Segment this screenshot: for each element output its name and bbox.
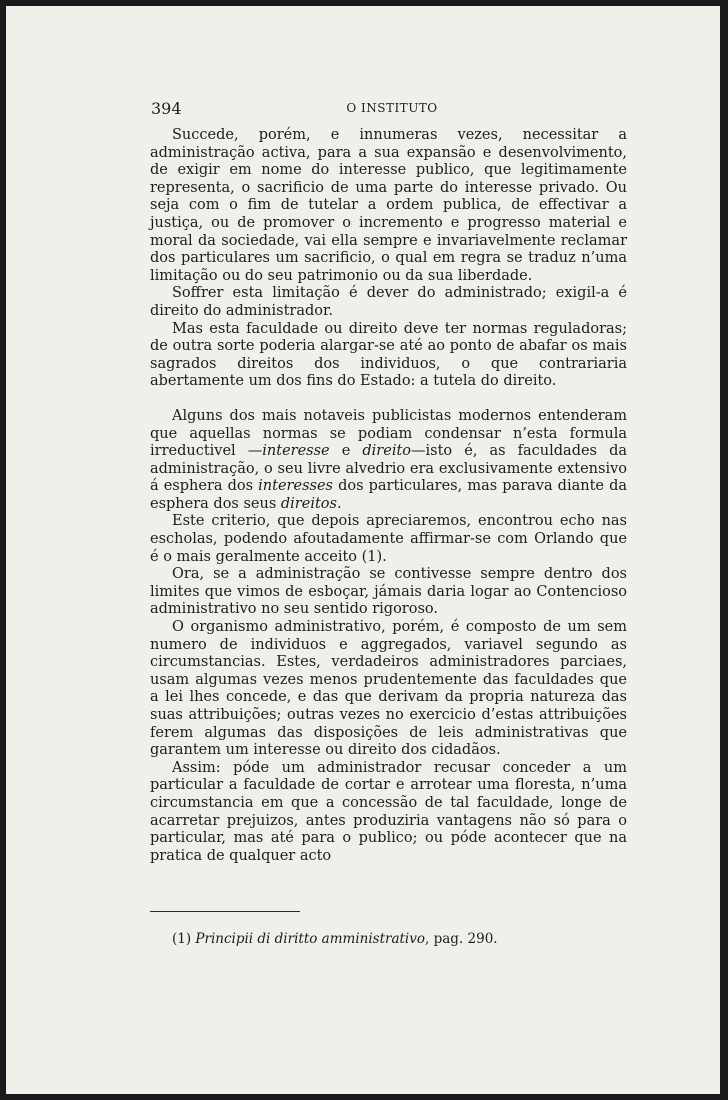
- italic-term: interesses: [258, 478, 333, 495]
- footnote: [172, 931, 627, 947]
- paragraph: Este criterio, que depois apreciaremos, encontrou echo nas escholas, podendo afoutadamente affirmar-se com Orlando que é o mais geralmente acceito (1).: [150, 513, 627, 565]
- paragraph: O organismo administrativo, porém, é composto de um sem numero de individuos e aggregados, variavel segundo as circumstancias. Estes, verdadeiros administradores parciaes, usam algumas vezes menos prudentemente das faculdades que a lei lhes concede, e das que derivam da propria natureza das suas attribuições; outras vezes no exercicio d’estas attribuições ferem algumas das disposições de leis administrativas que garantem um interesse ou direito dos cidadãos.: [150, 619, 627, 759]
- paragraph: Ora, se a administração se contivesse sempre dentro dos limites que vimos de esboçar, jámais daria logar ao Contencioso administrativo no seu sentido rigoroso.: [150, 566, 627, 618]
- footnote-divider: [150, 911, 300, 912]
- paragraph: Soffrer esta limitação é dever do administrado; exigil-a é direito do administrador.: [150, 285, 627, 319]
- text-run: dos particulares, mas parava diante da esphera dos seus: [150, 478, 627, 512]
- footnote-marker: (1): [172, 931, 192, 947]
- body-text: [150, 127, 627, 865]
- paragraph: Mas esta faculdade ou direito deve ter normas reguladoras; de outra sorte poderia alargar-se até ao ponto de abafar os mais sagrados direitos dos individuos, o que contrariaria abertamente um dos fins do Estado: a tutela do direito.: [150, 320, 627, 390]
- italic-term: direitos: [280, 495, 337, 512]
- italic-term: direito: [362, 443, 412, 460]
- footnote-title: Principii di diritto amministrativo: [195, 931, 426, 947]
- text-run: —isto é, as faculdades da administração, o seu livre alvedrio era exclusivamente extensivo á esphera dos: [150, 443, 627, 495]
- running-title: O INSTITUTO: [346, 101, 438, 115]
- paragraph: Succede, porém, e innumeras vezes, necessitar a administração activa, para a sua expansão e desenvolvimento, de exigir em nome do interesse publico, que legitimamente representa, o sacrificio de uma parte do interesse privado. Ou seja com o fim de tutelar a ordem publica, de effectivar a justiça, ou de promover o incremento e progresso material e moral da sociedade, vai ella sempre e invariavelmente reclamar dos particulares um sacrificio, o qual em regra se traduz n’uma limitação ou do seu patrimonio ou da sua liberdade.: [150, 127, 627, 284]
- paragraph: [150, 408, 627, 514]
- page-number: 394: [151, 99, 182, 118]
- paragraph: Assim: póde um administrador recusar conceder a um particular a faculdade de cortar e arrotear uma floresta, n’uma circumstancia em que a concessão de tal faculdade, longe de acarretar prejuizos, antes produziria vantagens não só para o particular, mas até para o publico; ou póde acontecer que na pratica de qualquer acto: [150, 759, 627, 864]
- text-run: .: [336, 495, 342, 512]
- text-run: Alguns dos mais notaveis publicistas modernos entenderam que aquellas normas se podiam condensar n’esta formula irreductivel —: [150, 407, 627, 460]
- text-run: e: [329, 443, 363, 460]
- page-header: [151, 99, 633, 119]
- italic-term: interesse: [262, 443, 330, 460]
- footnote-rest: , pag. 290.: [425, 931, 498, 947]
